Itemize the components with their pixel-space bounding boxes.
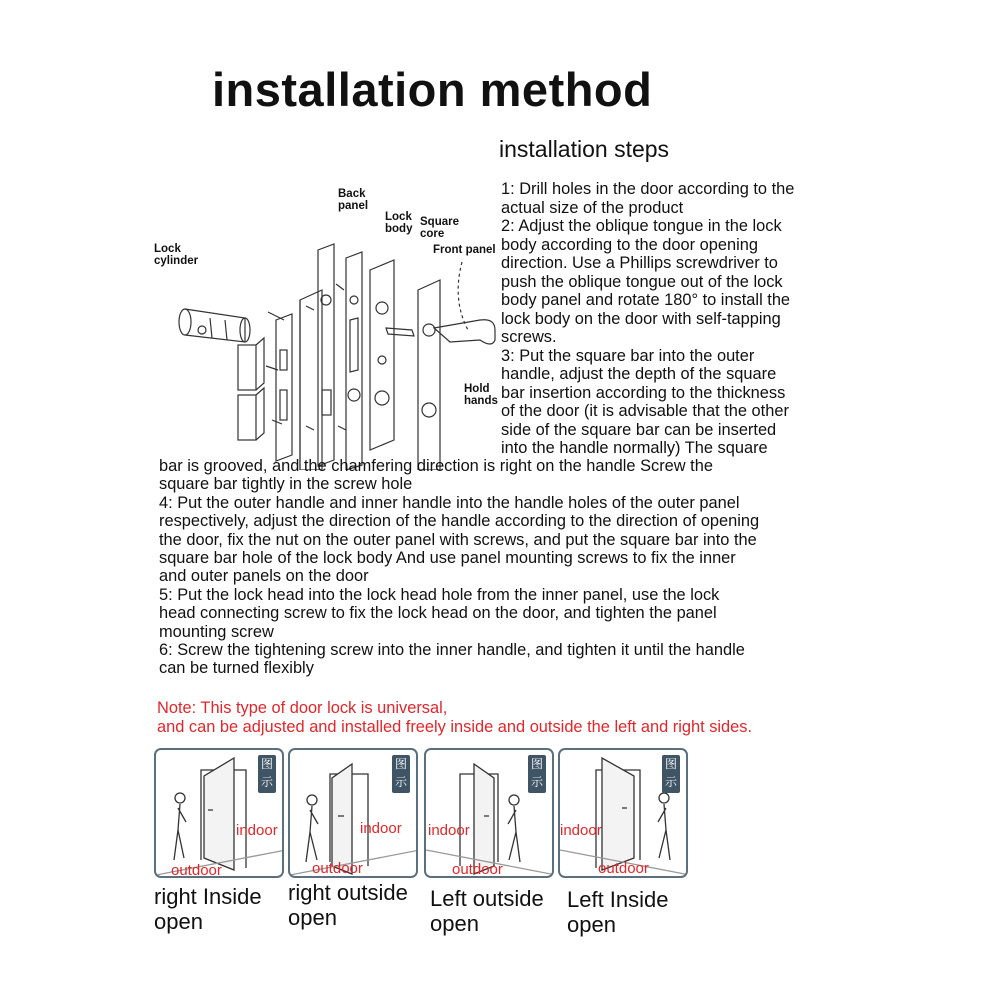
step-line: can be turned flexibly [159,659,314,678]
door-panel-right-outside [288,748,418,878]
caption-right-inside: right Inside open [154,884,262,934]
step-line: body according to the door opening [501,235,758,254]
step-line: of the door (it is advisable that the other [501,402,789,420]
diagram-badge: 图 示 [258,755,276,793]
door-panel-right-inside [154,748,284,878]
step-line: lock body on the door with self-tapping [501,309,781,328]
step-line: body panel and rotate 180° to install the [501,291,791,309]
outdoor-label: outdoor [598,860,649,877]
diagram-badge: 图 示 [392,755,410,793]
label-hold-hands: Hold hands [464,383,498,407]
step-line: 5: Put the lock head into the lock head hole from the inner panel, use the lock [159,585,720,604]
indoor-label: indoor [428,822,470,839]
step-line: head connecting screw to fix the lock head on the door, and tighten the panel [159,604,717,623]
step-line: screws. [501,328,557,346]
step-line: into the handle normally) The square [501,439,768,457]
indoor-label: indoor [360,820,402,837]
outdoor-label: outdoor [452,861,503,878]
step-line: 4: Put the outer handle and inner handle into the handle holes of the outer panel [159,493,740,512]
step-line: 3: Put the square bar into the outer [501,346,755,365]
universal-note [157,699,752,737]
steps-text-right [501,180,846,458]
steps-text-full [159,457,859,678]
step-line: and outer panels on the door [159,567,369,586]
outdoor-label: outdoor [312,860,363,877]
diagram-badge: 图 示 [662,755,680,793]
lock-cylinder-part [179,309,250,342]
indoor-label: indoor [560,822,602,839]
step-line: side of the square bar can be inserted [501,420,777,439]
step-line: square bar tightly in the screw hole [159,475,413,494]
step-line: actual size of the product [501,198,684,217]
step-line: square bar hole of the lock body And use panel mounting screws to fix the inner [159,549,736,568]
step-line: direction. Use a Phillips screwdriver to [501,254,778,272]
note-line: and can be adjusted and installed freely inside and outside the left and right sides. [157,718,753,736]
step-line: 1: Drill holes in the door according to the [501,180,795,198]
lock-exploded-diagram [150,180,510,470]
label-back-panel: Back panel [338,188,369,212]
step-line: handle, adjust the depth of the square [501,365,777,383]
step-line: 6: Screw the tightening screw into the inner handle, and tighten it until the handle [159,641,745,660]
step-line: respectively, adjust the direction of the handle according to the direction of opening [159,512,760,531]
step-line: bar is grooved, and the chamfering direction is right on the handle Screw the [159,457,713,475]
door-panel-left-outside [424,748,554,878]
outdoor-label: outdoor [171,862,222,878]
step-line: bar insertion according to the thickness [501,383,786,402]
steps-heading: installation steps [499,136,670,162]
door-direction-row [154,748,694,938]
indoor-label: indoor [236,822,278,839]
step-line: the door, fix the nut on the outer panel with screws, and put the square bar into the [159,530,757,549]
step-line: 2: Adjust the oblique tongue in the lock [501,217,782,235]
door-panel-left-inside [558,748,688,878]
step-line: mounting screw [159,622,274,641]
label-square-core: Square core [420,216,459,240]
label-lock-body: Lock body [385,211,413,235]
diagram-badge: 图 示 [528,755,546,793]
label-front-panel: Front panel [433,244,496,256]
caption-right-outside: right outside open [288,880,408,930]
page-title: installation method [212,63,653,116]
note-line: Note: This type of door lock is universal, [157,699,448,717]
step-line: push the oblique tongue out of the lock [501,272,783,291]
label-lock-cylinder: Lock cylinder [154,243,199,267]
caption-left-inside: Left Inside open [567,887,669,937]
caption-left-outside: Left outside open [430,886,544,936]
